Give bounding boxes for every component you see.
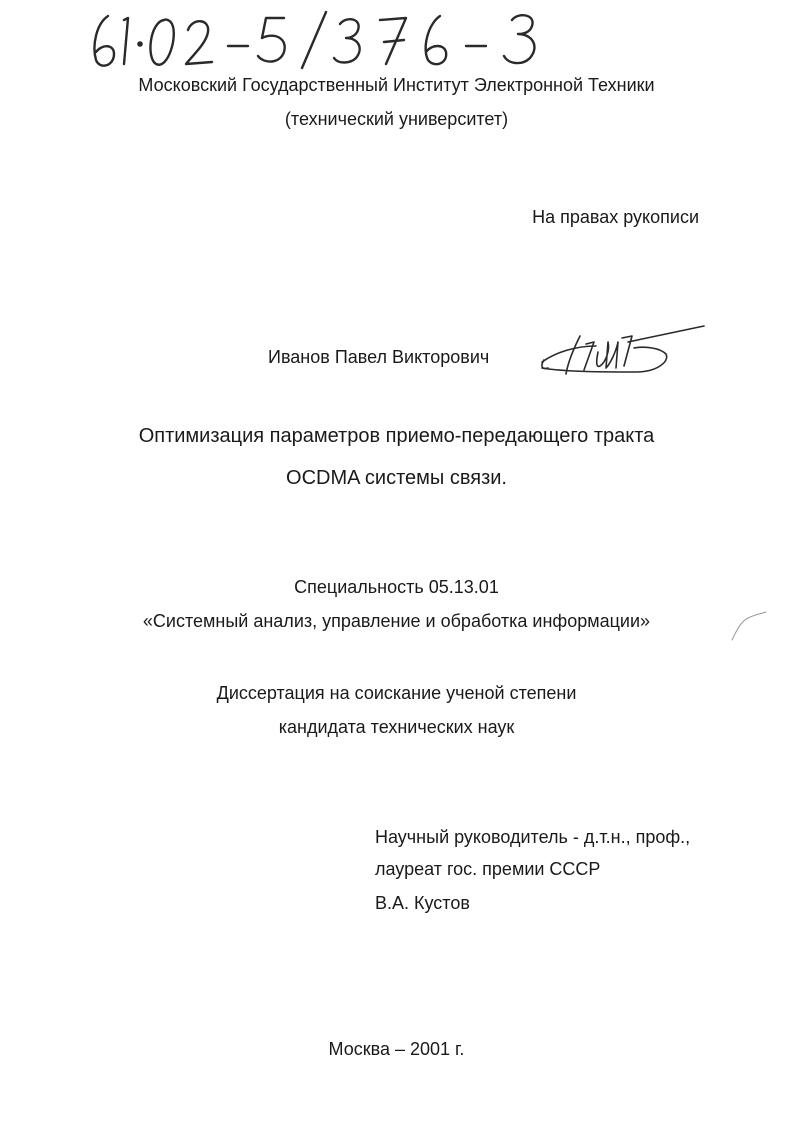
degree-line2: кандидата технических наук <box>278 717 515 737</box>
city-year: Москва – 2001 г. <box>328 1039 465 1059</box>
handwritten-archive-number <box>88 6 558 72</box>
degree-line1: Диссертация на соискание ученой степени <box>216 683 577 703</box>
institution-subtitle: (технический университет) <box>284 109 509 129</box>
pencil-mark <box>728 606 768 646</box>
institution-name: Московский Государственный Институт Электронной Техники <box>138 75 655 95</box>
supervisor-name: В.А. Кустов <box>375 893 470 913</box>
author-signature <box>536 322 708 388</box>
dissertation-title-line2: OCDMA системы связи. <box>286 467 507 489</box>
manuscript-rights: На правах рукописи <box>532 207 699 227</box>
supervisor-line1: Научный руководитель - д.т.н., проф., <box>375 827 691 847</box>
supervisor-line2: лауреат гос. премии СССР <box>375 859 601 879</box>
author-name: Иванов Павел Викторович <box>268 347 490 367</box>
specialty-code: Специальность 05.13.01 <box>294 577 499 597</box>
dissertation-title-line1: Оптимизация параметров приемо-передающего тракта <box>138 425 655 447</box>
specialty-name: «Системный анализ, управление и обработка информации» <box>142 611 651 631</box>
